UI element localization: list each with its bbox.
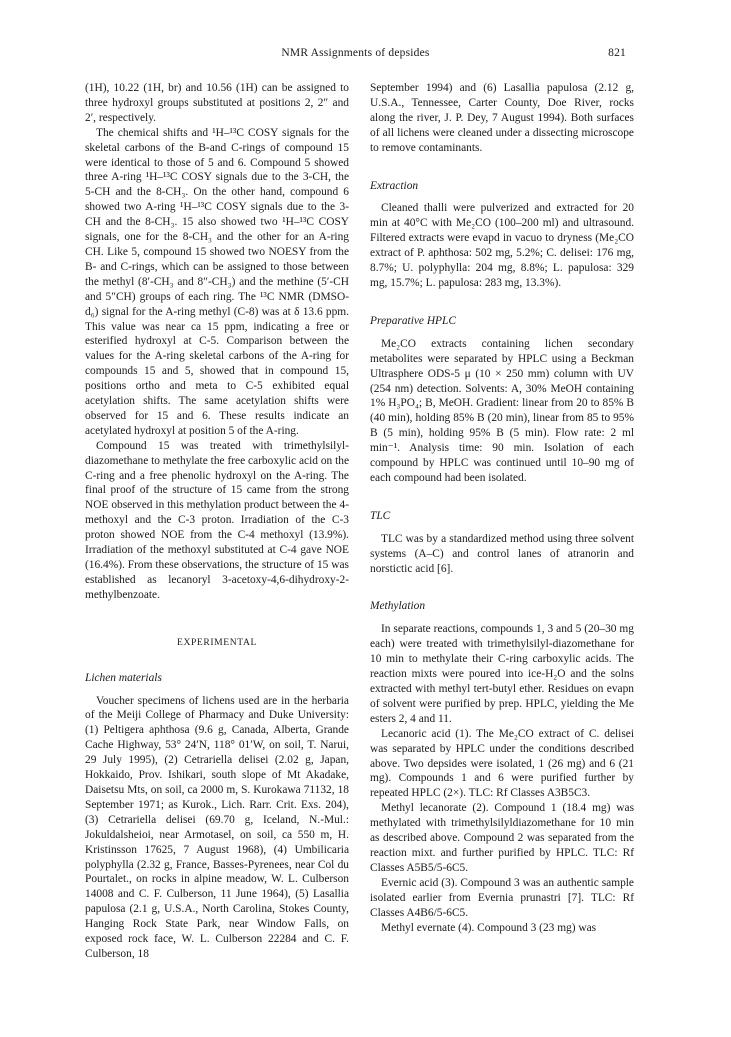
paragraph: TLC was by a standardized method using three solvent systems (A–C) and control lanes of atranorin and norstictic acid [6].: [370, 532, 634, 575]
paragraph: Voucher specimens of lichens used are in the herbaria of the Meiji College of Pharmacy and Duke University: (1) Peltigera aphthosa (9.6 g, Canada, Alberta, Grande Cache Highway, 53° 24′N, 118° 01′W, on soil, T. Narui, 29 July 1995), (2) Cetrariella delisei (2.02 g, Japan, Hokkaido, Prov. Ishikari, south slope of Mt Akadake, Daisetsu Mts, on soil, ca 2000 m, S. Kurokawa 71132, 18 September 1971; as Kurok., Lich. Rarr. Crit. Exs. 204), (3) Cetrariella delisei (69.70 g, Iceland, N.-Mul.: Jokuldalsheioi, near Armotasel, on soil, ca 550 m, H. Kristinsson 17625, 7 August 1968), (4) Umbilicaria polyphylla (2.32 g, France, Basses-Pyrenees, near Col du Pourtalet., on rocks in alpine meadow, W. L. Culberson 14008 and C. F. Culberson, 11 June 1964), (5) Lasallia papulosa (2.1 g, U.S.A., North Carolina, Stokes County, Hanging Rock State Park, near Window Falls, on exposed rock face, W. L. Culberson 22284 and C. F. Culberson, 18: [85, 694, 349, 960]
subsection-heading: Methylation: [370, 600, 426, 613]
paragraph: Lecanoric acid (1). The Me₂CO extract of C. delisei was separated by HPLC under the conditions described above. Two depsides were isolated, 1 (26 mg) and 6 (21 mg). Compounds 1 and 6 were purified further by repeated HPLC (2×). TLC: Rf Classes A3B5C3.: [370, 727, 634, 800]
paragraph: September 1994) and (6) Lasallia papulosa (2.12 g, U.S.A., Tennessee, Carter County, Doe River, rocks along the river, J. P. Dey, 7 August 1994). Both surfaces of all lichens were cleaned under a dissecting microscope to remove contaminants.: [370, 82, 634, 154]
paragraph: Compound 15 was treated with trimethylsilyl-diazomethane to methylate the free carboxylic acid on the C-ring and a free phenolic hydroxyl on the A-ring. The final proof of the structure of 15 came from the strong NOE observed in this methylation product between the 4-methoxyl and the C-3 proton. Irradiation of the C-3 proton showed NOE from the C-4 methoxyl (13.9%). Irradiation of the methoxyl substituted at C-4 gave NOE (16.4%). From these observations, the structure of 15 was established as lecanoryl 3-acetoxy-4,6-dihydroxy-2-methylbenzoate.: [85, 439, 349, 601]
subsection-heading: TLC: [370, 509, 391, 522]
page-number: 821: [608, 47, 626, 59]
section-title: EXPERIMENTAL: [177, 636, 257, 648]
paragraph: (1H), 10.22 (1H, br) and 10.56 (1H) can be assigned to three hydroxyl groups substituted at positions 2, 2″ and 2′, respectively.: [85, 82, 349, 124]
running-header: [85, 47, 626, 59]
paragraph: Me₂CO extracts containing lichen secondary metabolites were separated by HPLC using a Beckman Ultrasphere ODS-5 μ (10 × 250 mm) column with UV (254 nm) detection. Solvents: A, 30% MeOH containing 1% H₃PO₄; B, MeOH. Gradient: linear from 20 to 85% B (40 min), holding 85% B (20 min), linear from 85 to 95% B (5 min), holding 95% B (5 min). Flow rate: 2 ml min⁻¹. Analysis time: 90 min. Isolation of each compound by HPLC was continued until 10–90 mg of each compound had been isolated.: [370, 337, 634, 484]
paragraph: Methyl lecanorate (2). Compound 1 (18.4 mg) was methylated with trimethylsilyldiazomethane for 10 min as described above. Compound 2 was separated from the reaction mixt. and further purified by HPLC. TLC: Rf Classes A5B5/5-6C5.: [370, 802, 634, 874]
left-column: [85, 81, 349, 962]
subsection-heading: Extraction: [370, 179, 419, 192]
paragraph: In separate reactions, compounds 1, 3 and 5 (20–30 mg each) were treated with trimethylsilyl-diazomethane for 10 min to methylate their C-ring carboxylic acids. The reaction mixts were poured into ice-H₂O and the solns extracted with methyl tert-butyl ether. Residues on evapn of solvent were purified by prep. HPLC, yielding the Me esters 2, 4 and 11.: [370, 623, 634, 725]
paragraph: The chemical shifts and ¹H–¹³C COSY signals for the skeletal carbons of the B-and C-rings of compound 15 were identical to those of 5 and 6. Compound 5 showed three A-ring ¹H–¹³C COSY signals due to the 3-CH, the 5-CH and the 8-CH₃. On the other hand, compound 6 showed two A-ring ¹H–¹³C COSY signals due to the 3-CH and the 8-CH₃. 15 also showed two ¹H–¹³C COSY signals, one for the 8-CH₃ and the other for an A-ring CH. Like 5, compound 15 showed two NOESY from the B- and C-rings, which can be assigned to those between the methyl (8′-CH₃ and 8″-CH₃) and the methine (5′-CH and 5″CH) groups of each ring. The ¹³C NMR (DMSO-d₆) signal for the A-ring methyl (C-8) was at δ 13.6 ppm. This value was near ca 15 ppm, indicating a free or esterified hydroxyl at C-5. Comparison between the values for the A-ring skeletal carbons of the A-ring for compounds 15 and 5, showed that in compound 15, positions ortho and meta to C-5 exhibited equal acetylation shifts. The same acetylation shifts were observed for 15 and 6. These results indicate an acetylated hydroxyl at position 5 of the A-ring.: [85, 126, 349, 437]
paragraph: Cleaned thalli were pulverized and extracted for 20 min at 40°C with Me₂CO (100–200 ml) and ultrasound. Filtered extracts were evapd in vacuo to dryness (Me₂CO extract of P. aphthosa: 502 mg, 5.2%; C. delisei: 176 mg, 8.7%; U. polyphylla: 204 mg, 8.8%; L. papulosa: 329 mg, 15.7%; L. papulosa: 283 mg, 13.3%).: [370, 202, 634, 289]
subsection-heading: Preparative HPLC: [370, 314, 456, 327]
running-title: NMR Assignments of depsides: [281, 47, 430, 59]
paragraph: Methyl evernate (4). Compound 3 (23 mg) was: [381, 921, 597, 934]
right-column: [370, 81, 634, 935]
paragraph: Evernic acid (3). Compound 3 was an authentic sample isolated earlier from Evernia prunastri [7]. TLC: Rf Classes A4B6/5-6C5.: [370, 876, 634, 919]
subsection-heading: Lichen materials: [85, 671, 162, 684]
